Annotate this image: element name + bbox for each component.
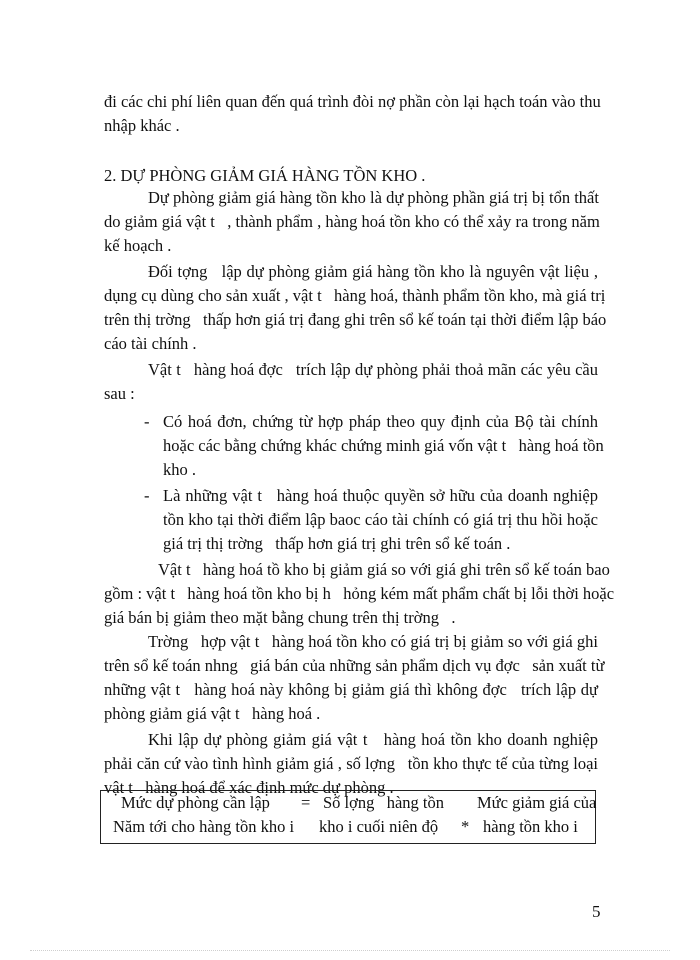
para6-line-2: phải căn cứ vào tình hình giảm giá , số lợng tồn kho thực tế của từng loại [104, 754, 598, 773]
bullet-1-line-2: hoặc các bằng chứng khác chứng minh giá vốn vật t hàng hoá tồn [163, 436, 604, 455]
bullet-marker: - [144, 486, 150, 505]
para2-line-4: cáo tài chính . [104, 334, 197, 353]
bullet-2-line-3: giá trị thị trờng thấp hơn giá trị ghi trên sổ kế toán . [163, 534, 511, 553]
intro-line-1: đi các chi phí liên quan đến quá trình đòi nợ phần còn lại hạch toán vào thu [104, 92, 601, 111]
intro-line-2: nhập khác . [104, 116, 180, 135]
para5-line-4: phòng giảm giá vật t hàng hoá . [104, 704, 321, 723]
para1-line-3: kế hoạch . [104, 236, 172, 255]
bullet-1-line-1: Có hoá đơn, chứng từ hợp pháp theo quy định của Bộ tài chính [163, 412, 598, 431]
para3-line-2: sau : [104, 384, 135, 403]
para4-line-2: gồm : vật t hàng hoá tồn kho bị h hỏng kém mất phẩm chất bị lỗi thời hoặc [104, 584, 615, 603]
bullet-2-line-2: tồn kho tại thời điểm lập baoc cáo tài chính có giá trị thu hồi hoặc [163, 510, 598, 529]
para5-line-2: trên sổ kế toán nhng giá bán của những sản phẩm dịch vụ đợc sản xuất từ [104, 656, 605, 675]
para5-line-3: những vật t hàng hoá này không bị giảm giá thì không đợc trích lập dự [104, 680, 598, 699]
para5-line-1: Trờng hợp vật t hàng hoá tồn kho có giá trị bị giảm so với giá ghi [148, 632, 598, 651]
formula-times: * [461, 817, 470, 836]
formula-box [100, 790, 596, 844]
para2-line-1: Đối tợng lập dự phòng giảm giá hàng tồn kho là nguyên vật liệu , [148, 262, 598, 281]
page-bottom-divider [30, 950, 670, 951]
formula-right-bottom: hàng tồn kho i [483, 817, 578, 836]
formula-mid-top: Số lợng hàng tồn [323, 793, 445, 812]
para6-line-3: vật t hàng hoá để xác định mức dự phòng . [104, 778, 394, 797]
formula-mid-bottom: kho i cuối niên độ [319, 817, 439, 836]
para1-line-2: do giảm giá vật t , thành phẩm , hàng hoá tồn kho có thể xảy ra trong năm [104, 212, 600, 231]
formula-right-top: Mức giảm giá của [477, 793, 597, 812]
bullet-2-line-1: Là những vật t hàng hoá thuộc quyền sở hữu của doanh nghiệp [163, 486, 598, 505]
para4-line-3: giá bán bị giảm theo mặt bằng chung trên thị trờng . [104, 608, 456, 627]
para1-line-1: Dự phòng giảm giá hàng tồn kho là dự phòng phần giá trị bị tổn thất [148, 188, 599, 207]
formula-equals: = [301, 793, 311, 812]
para4-line-1: Vật t hàng hoá tồ kho bị giảm giá so với giá ghi trên sổ kế toán bao [158, 560, 610, 579]
formula-left-top: Mức dự phòng cần lập [121, 793, 270, 812]
formula-left-bottom: Năm tới cho hàng tồn kho i [113, 817, 295, 836]
para6-line-1: Khi lập dự phòng giảm giá vật t hàng hoá tồn kho doanh nghiệp [148, 730, 598, 749]
bullet-1-line-3: kho . [163, 460, 196, 479]
para3-line-1: Vật t hàng hoá đợc trích lập dự phòng phải thoả mãn các yêu cầu [148, 360, 598, 379]
para2-line-3: trên thị trờng thấp hơn giá trị đang ghi trên sổ kế toán tại thời điểm lập báo [104, 310, 607, 329]
page-number: 5 [592, 902, 601, 921]
section-title: 2. DỰ PHÒNG GIẢM GIÁ HÀNG TỒN KHO . [104, 166, 426, 185]
bullet-marker: - [144, 412, 150, 431]
para2-line-2: dụng cụ dùng cho sản xuất , vật t hàng hoá, thành phẩm tồn kho, mà giá trị [104, 286, 606, 305]
